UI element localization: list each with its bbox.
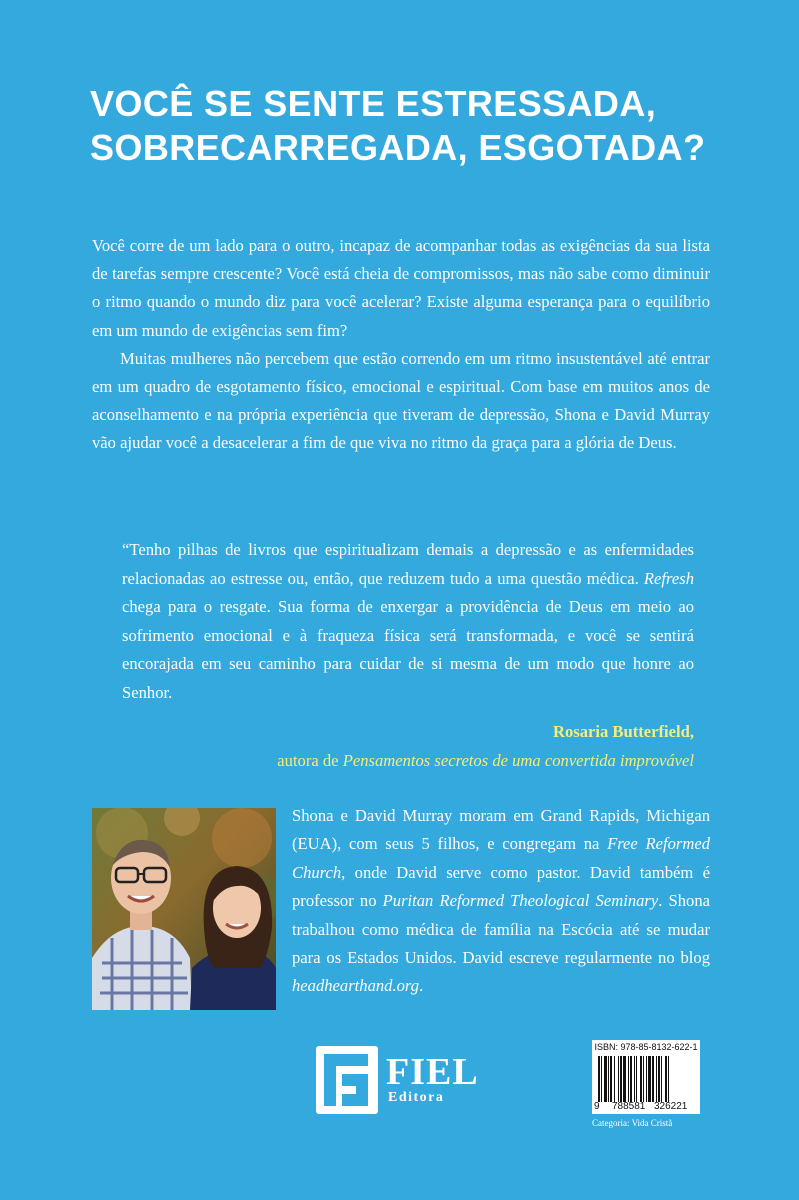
barcode-bar (601, 1056, 602, 1102)
isbn-label: ISBN: 978-85-8132-622-1 (594, 1042, 698, 1052)
quote-author-role (122, 747, 694, 776)
barcode-bar (648, 1056, 651, 1102)
intro-text (92, 232, 710, 458)
barcode-bar (640, 1056, 642, 1102)
barcode-bar (646, 1056, 647, 1102)
barcode-bar (618, 1056, 619, 1102)
barcode-digits-right: 326221 (654, 1101, 688, 1112)
barcode-bar (665, 1056, 667, 1102)
barcode-bar (628, 1056, 629, 1102)
barcode-bar (610, 1056, 612, 1102)
barcode-bar (604, 1056, 607, 1102)
barcode-bar (658, 1056, 660, 1102)
publisher-sub: Editora (388, 1090, 445, 1105)
bio-text-2: , onde David serve como pastor. David também é professor no (292, 862, 710, 911)
barcode-bar (634, 1056, 635, 1102)
headline (90, 82, 770, 170)
barcode-digits-left: 788581 (612, 1101, 646, 1112)
barcode-bar (652, 1056, 654, 1102)
bio-church: Free Reformed Church (292, 834, 711, 882)
barcode (592, 1040, 700, 1114)
bio-text-1: Shona e David Murray moram em Grand Rapids, Michigan (EUA), com seus 5 filhos, e congregam na (292, 806, 710, 854)
barcode-bars (598, 1056, 696, 1102)
bio-text-4: . (419, 976, 424, 996)
intro-paragraph-1: Você corre de um lado para o outro, incapaz de acompanhar todas as exigências da sua lista de tarefas sempre crescente? Você está cheia de compromissos, mas não sabe como diminuir o ritmo quando o mundo diz para você acelerar? Existe alguma esperança para o equilíbrio em um mundo de exigências sem fim? (92, 236, 710, 340)
barcode-bar (614, 1056, 615, 1102)
barcode-bar (636, 1056, 637, 1102)
quote-text (122, 536, 694, 708)
quote-author: Rosaria Butterfield, (552, 722, 694, 741)
publisher-name: FIEL (386, 1051, 479, 1093)
barcode-bar (623, 1056, 626, 1102)
headline-line-1: VOCÊ SE SENTE ESTRESSADA, (90, 83, 657, 124)
barcode-bar (643, 1056, 644, 1102)
barcode-bar (598, 1056, 600, 1102)
barcode-digit-first: 9 (594, 1101, 600, 1112)
barcode-bar (608, 1056, 609, 1102)
bio-seminary: Puritan Reformed Theological Seminary (382, 891, 659, 911)
quote-book-title: Refresh (643, 568, 694, 588)
barcode-bar (656, 1056, 657, 1102)
role-book-title: Pensamentos secretos de uma convertida improvável (342, 750, 694, 770)
barcode-bar (668, 1056, 669, 1102)
bio-text-3: . Shona trabalhou como médica de família na Escócia até se mudar para os Estados Unidos. David escreve regularmente no blog (292, 891, 711, 968)
authors-photo (92, 808, 276, 1010)
publisher-mark-icon (316, 1046, 378, 1114)
bio-blog: headhearthand.org (292, 976, 420, 996)
publisher-logo (316, 1046, 496, 1116)
barcode-bar (661, 1056, 662, 1102)
quote-attribution (122, 718, 694, 775)
endorsement-quote (122, 536, 694, 708)
quote-after: chega para o resgate. Sua forma de enxergar a providência de Deus em meio ao sofrimento emocional e à fraqueza física será transformada, e você se sentirá encorajada em seu caminho para cuidar de si mesma de um modo que honre ao Senhor. (122, 597, 694, 702)
category-label: Categoria: Vida Cristã (592, 1118, 673, 1128)
role-prefix: autora de (277, 750, 343, 770)
barcode-bar (620, 1056, 622, 1102)
authors-bio (292, 802, 710, 1001)
intro-paragraph-2: Muitas mulheres não percebem que estão correndo em um ritmo insustentável até entrar em um quadro de esgotamento físico, emocional e espiritual. Com base em muitos anos de aconselhamento e na própria experiência que tiveram de depressão, Shona e David Murray vão ajudar você a desacelerar a fim de que viva no ritmo da graça para a glória de Deus. (92, 348, 710, 453)
barcode-bar (630, 1056, 632, 1102)
headline-line-2: SOBRECARREGADA, ESGOTADA? (90, 127, 706, 168)
quote-before: “Tenho pilhas de livros que espiritualizam demais a depressão e as enfermidades relacionadas ao estresse ou, então, que reduzem tudo a uma questão médica. (122, 540, 694, 588)
